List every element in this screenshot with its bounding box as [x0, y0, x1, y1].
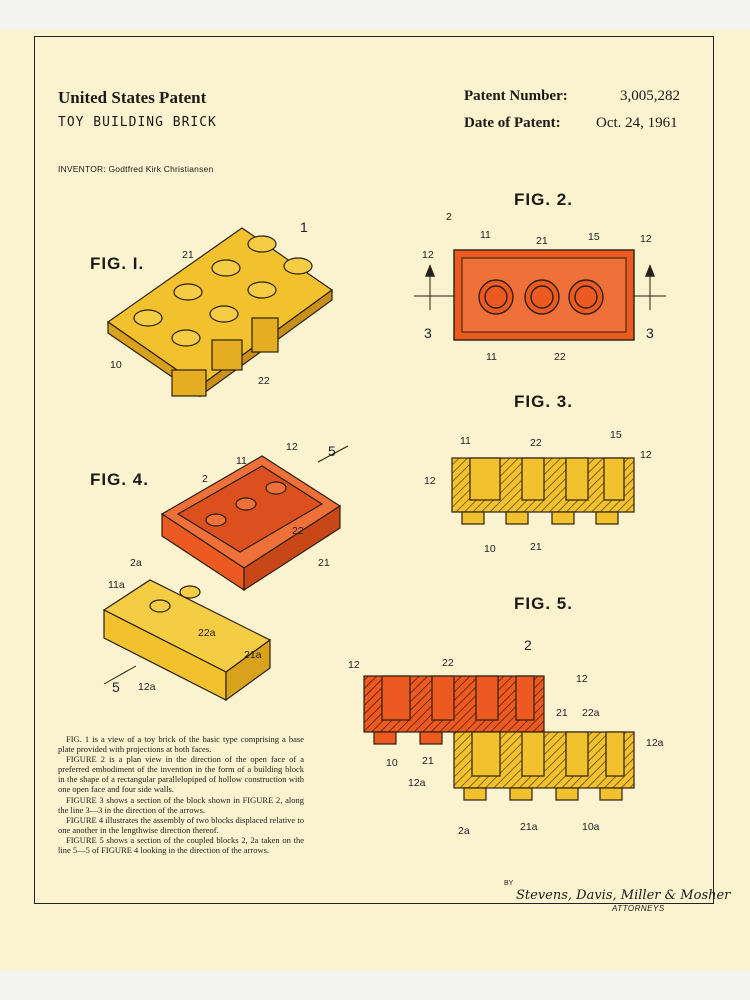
patent-number-label: Patent Number:: [464, 88, 568, 104]
fig5-label-2: 2: [524, 637, 532, 653]
fig4-label-22a: 22a: [198, 627, 216, 639]
fig5-label-21a: 21a: [520, 821, 538, 833]
fig3-caption: FIG. 3.: [514, 392, 573, 411]
fig5-label-12a-left: 12a: [408, 777, 426, 789]
fig3-label-11: 11: [460, 435, 471, 447]
fig2-caption: FIG. 2.: [514, 190, 573, 209]
patent-number: 3,005,282: [620, 88, 680, 104]
document-title: United States Patent: [58, 88, 207, 107]
fig4-label-21a: 21a: [244, 649, 262, 661]
fig2-label-15: 15: [588, 231, 600, 243]
fig2-drawing: [414, 250, 666, 340]
inventor-line: INVENTOR: Godtfred Kirk Christiansen: [58, 164, 214, 174]
fig4-label-5a: 5: [328, 443, 336, 459]
fig2-label-22: 22: [554, 351, 566, 363]
attorney-title: ATTORNEYS: [612, 904, 665, 913]
fig2-label-11: 11: [480, 229, 491, 241]
fig5-label-21b: 21: [422, 755, 434, 767]
fig3-drawing: [452, 458, 634, 524]
fig1-label-21: 21: [182, 249, 194, 261]
fig2-label-3a: 3: [424, 325, 432, 341]
fig5-label-12a: 12: [348, 659, 360, 671]
fig4-label-11a: 11a: [108, 579, 125, 591]
fig2-label-12b: 12: [640, 233, 652, 245]
fig4-label-2: 2: [202, 473, 208, 485]
invention-title: TOY BUILDING BRICK: [58, 115, 217, 130]
fig5-label-10: 10: [386, 757, 398, 769]
desc-paragraph: FIGURE 3 shows a section of the block shown in FIGURE 2, along the line 3—3 in the direction of the arrows.: [58, 794, 304, 815]
fig5-label-21: 21: [556, 707, 568, 719]
fig3-label-22: 22: [530, 437, 542, 449]
fig3-label-15: 15: [610, 429, 622, 441]
desc-paragraph: FIGURE 4 illustrates the assembly of two blocks displaced relative to one another in the lengthwise direction thereof.: [58, 814, 304, 835]
fig2-label-2: 2: [446, 211, 452, 223]
fig4-label-5b: 5: [112, 679, 120, 695]
fig2-label-12a: 12: [422, 249, 434, 261]
fig3-label-12a: 12: [640, 449, 652, 461]
fig4-label-21: 21: [318, 557, 330, 569]
fig1-label-22: 22: [258, 375, 270, 387]
fig1-label-10: 10: [110, 359, 122, 371]
fig3-label-12b: 12: [424, 475, 436, 487]
fig3-label-21: 21: [530, 541, 542, 553]
fig5-label-12b: 12: [576, 673, 588, 685]
fig2-label-21: 21: [536, 235, 548, 247]
fig3-label-10: 10: [484, 543, 496, 555]
fig4-label-2a: 2a: [130, 557, 142, 569]
fig2-label-11b: 11: [486, 351, 497, 363]
fig1-caption: FIG. I.: [90, 254, 145, 273]
fig2-label-3b: 3: [646, 325, 654, 341]
fig5-label-2a: 2a: [458, 825, 470, 837]
fig4-label-22: 22: [292, 525, 304, 537]
fig5-drawing: [364, 676, 634, 800]
fig1-label-1: 1: [300, 219, 308, 235]
attorney-signature: Stevens, Davis, Miller & Mosher: [516, 888, 731, 903]
patent-date: Oct. 24, 1961: [596, 115, 678, 131]
desc-paragraph: FIGURE 2 is a plan view in the direction of the open face of a preferred embodiment of the invention in the form of a building block in the shape of a rectangular parallelopiped of hollow construction with one open face and four side walls.: [58, 754, 304, 795]
fig4-label-12a: 12a: [138, 681, 156, 693]
desc-paragraph: FIGURE 5 shows a section of the coupled blocks 2, 2a taken on the line 5—5 of FIGURE 4 looking in the direction of the arrows.: [58, 834, 304, 856]
fig5-caption: FIG. 5.: [514, 594, 573, 613]
fig5-label-22: 22: [442, 657, 454, 669]
date-label: Date of Patent:: [464, 115, 561, 131]
fig4-caption: FIG. 4.: [90, 470, 149, 489]
desc-paragraph: FIG. 1 is a view of a toy brick of the basic type comprising a base plate provided with projections at both faces.: [58, 734, 304, 755]
attorney-by: BY: [504, 880, 514, 887]
fig5-label-12a-right: 12a: [646, 737, 664, 749]
fig4-label-11: 11: [236, 455, 247, 467]
figure-description: [58, 734, 304, 855]
fig5-label-10a: 10a: [582, 821, 600, 833]
fig5-label-22a: 22a: [582, 707, 600, 719]
fig4-label-12: 12: [286, 441, 298, 453]
